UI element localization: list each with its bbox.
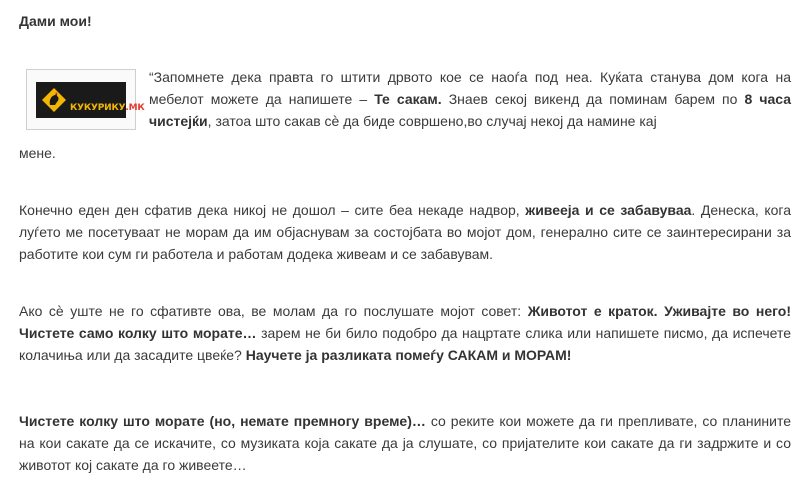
logo-badge [36, 82, 145, 118]
article-title: Дами мои! [19, 13, 92, 29]
p3-bold-1: Животот е краток. Уживајте во него! Чистете само колку што морате… [19, 303, 791, 341]
p3-text-2: зарем не би било подобро да нацртате слика или напишете писмо, да испечете колачиња или да засадите цвеќе? [19, 325, 791, 363]
p3-text-1: Ако сѐ уште не го сфативте ова, ве молам да го послушате мојот совет: [19, 303, 528, 319]
p2-bold-1: живееја и се забавуваа [525, 202, 692, 218]
p4-text-1: со реките кои можете да ги препливате, со планините на кои сакате да се искачите, со музиката која сакате да ја слушате, со пријателите кои сакате да ги задржите и со животот кој сакате да го живеете… [19, 413, 791, 473]
p1-bold-2: 8 часа чистејќи [149, 91, 792, 129]
logo-text [70, 103, 145, 113]
rooster-icon [38, 84, 70, 116]
p1-bold-1: Те сакам. [374, 91, 442, 107]
paragraph-4 [19, 410, 791, 476]
paragraph-1 [149, 66, 791, 132]
paragraph-2 [19, 199, 791, 265]
p1-text-3: , затоа што сакав сѐ да биде совршено,во случај некој да намине кај [207, 113, 657, 129]
p4-bold-1: Чистете колку што морате (но, немате премногу време)… [19, 413, 426, 429]
p2-text-1: Конечно еден ден сфатив дека никој не дошол – сите беа некаде надвор, [19, 202, 526, 218]
p1-text-4: мене. [19, 145, 56, 161]
paragraph-3 [19, 300, 791, 366]
paragraph-1-continued [19, 142, 791, 164]
kukuriku-logo[interactable] [26, 69, 145, 130]
p1-text-1: “Запомнете дека правта го штити дрвото кое се наоѓа под неа. Куќата станува дом кога на мебелот можете да напишете – [149, 69, 791, 107]
logo-text-main: КУКУРИКУ [70, 103, 126, 113]
logo-text-suffix: .МК [125, 103, 145, 113]
p2-text-2: . Денеска, кога луѓето ме посетуваат не морам да им објаснувам за состојбата во мојот дом, генерално сите се заинтересирани за работите кои сум ги работела и работам додека живеам и се забавувам. [19, 202, 791, 262]
p1-text-2: Знаев секој викенд да поминам барем по [441, 91, 745, 107]
p3-bold-2: Научете ја разликата помеѓу САКАМ и МОРАМ! [245, 347, 572, 363]
